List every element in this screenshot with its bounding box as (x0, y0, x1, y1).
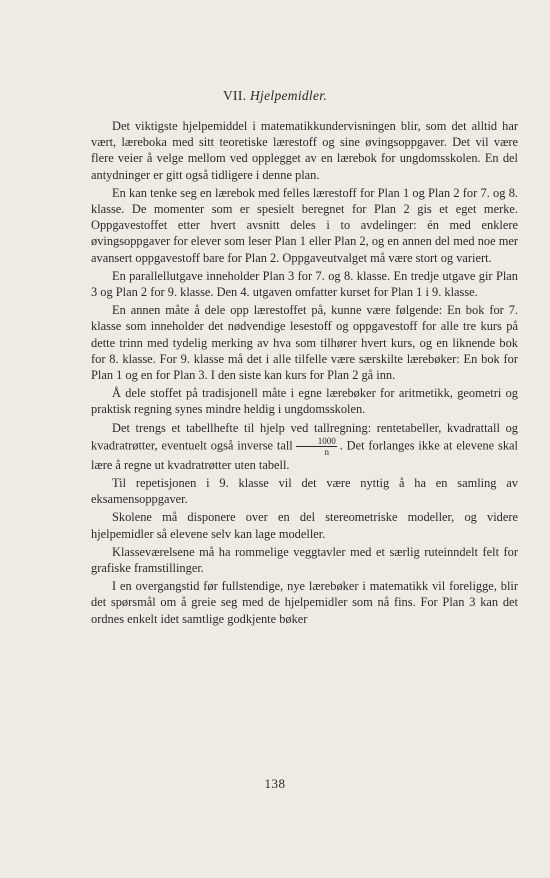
fraction-denominator: n (324, 446, 329, 457)
page-number: 138 (264, 776, 286, 791)
paragraph: Klasseværelsene må ha rommelige veggtavler med et særlig ruteinndelt felt for grafiske framstillinger. (91, 544, 518, 576)
fraction-numerator: 1000 (296, 436, 337, 447)
paragraph-with-fraction (91, 420, 518, 473)
paragraph: En annen måte å dele opp lærestoffet på, kunne være følgende: En bok for 7. klasse som inneholder det nødvendige lesestoff og oppgavestoff for alle tre kurs på dette trinn med tydelig merking av hva som tilhører hvert kurs, og en liknende bok for 8. klasse. For 9. klasse må det i alle tilfelle være særskilte lærebøker: En bok for Plan 1 og en for Plan 3. I den siste kan kurs for Plan 2 gå inn. (91, 303, 518, 383)
paragraph-text: . Det forlanges ikke at elevene skal lære å regne ut kvadratrøtter uten tabell. (91, 438, 518, 472)
paragraph-text: Det trengs et tabellhefte til hjelp ved tallregning: rentetabeller, kvadrattall og kvadratrøtter, eventuelt også inverse tall (91, 420, 518, 453)
paragraph: Det viktigste hjelpemiddel i matematikkundervisningen blir, som det alltid har vært, læreboka med sitt teoretiske lærestoff og sine øvingsoppgaver. Det vil være flere veier å velge mellom ved opplegget av en lærebok for ungdomsskolen. En del antydninger er gitt også tidligere i denne plan. (91, 119, 518, 182)
chapter-number: VII. (222, 88, 247, 103)
body-text (91, 118, 518, 629)
paragraph: I en overgangstid før fullstendige, nye lærebøker i matematikk vil foreligge, blir det spørsmål om å greie seg med de hjelpemidler som nå fins. For Plan 3 kan det ordnes enkelt idet samtlige godkjente bøker (91, 579, 518, 626)
paragraph: Skolene må disponere over en del stereometriske modeller, og videre hjelpemidler så elevene selv kan lage modeller. (91, 510, 518, 541)
paragraph: Å dele stoffet på tradisjonell måte i egne lærebøker for aritmetikk, geometri og praktisk regning synes mindre heldig i ungdomsskolen. (91, 386, 518, 417)
paragraph: Til repetisjonen i 9. klasse vil det være nyttig å ha en samling av eksamensoppgaver. (91, 476, 518, 507)
paragraph: En kan tenke seg en lærebok med felles lærestoff for Plan 1 og Plan 2 for 7. og 8. klasse. De momenter som er spesielt beregnet for Plan 2 gis et eget merke. Oppgavestoffet etter hvert avsnitt deles i to avdelinger: én med enklere øvingsoppgaver for elever som leser Plan 1 eller Plan 2, og en annen del med noe mer avansert oppgavestoff bare for Plan 2. Oppgaveutvalget må være stort og variert. (91, 185, 518, 265)
paragraph: En parallellutgave inneholder Plan 3 for 7. og 8. klasse. En tredje utgave gir Plan 3 og Plan 2 for 9. klasse. Den 4. utgaven omfatter kurset for Plan 1 i 9. klasse. (91, 268, 518, 300)
fraction (296, 436, 337, 457)
chapter-title: Hjelpemidler. (250, 88, 328, 103)
chapter-heading (0, 88, 550, 104)
